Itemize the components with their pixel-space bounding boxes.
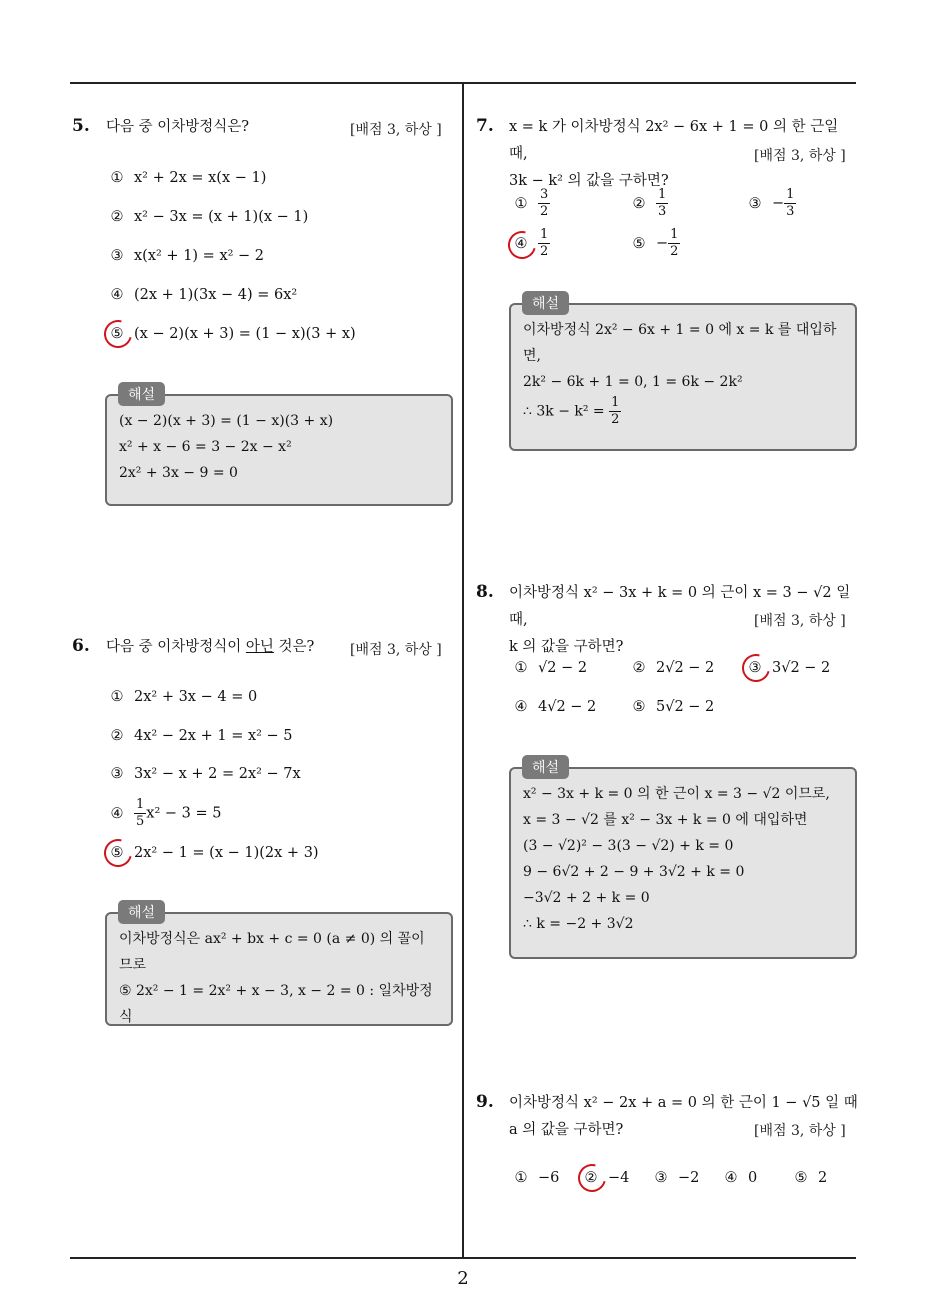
question-number: 7.: [476, 116, 494, 136]
choice-2[interactable]: [630, 187, 668, 220]
solution-line: 2k² − 6k + 1 = 0, 1 = 6k − 2k²: [523, 374, 743, 390]
solution-line: [523, 395, 843, 428]
choice-3[interactable]: [746, 187, 796, 220]
choice-mark: ④: [514, 699, 528, 715]
solution-line: −3√2 + 2 + k = 0: [523, 890, 650, 906]
score-label: [배점 3, 하상 ]: [754, 1123, 846, 1139]
choice-text: 2√2 − 2: [656, 660, 715, 676]
solution-tab: 해설: [522, 291, 569, 315]
solution-line: 이차방정식은 ax² + bx + c = 0 (a ≠ 0) 의 꼴이: [119, 931, 425, 947]
solution-line: 2x² + 3x − 9 = 0: [119, 465, 238, 481]
choice-text: x(x² + 1) = x² − 2: [134, 248, 265, 264]
choice-mark: ③: [748, 660, 762, 676]
choice-5[interactable]: [630, 227, 680, 260]
solution-line: x = 3 − √2 를 x² − 3x + k = 0 에 대입하면: [523, 812, 808, 828]
choice-mark: ④: [110, 805, 124, 822]
fraction-numerator: 1: [670, 227, 679, 242]
choice-1[interactable]: [512, 187, 550, 220]
question-number: 8.: [476, 582, 494, 602]
choice-4[interactable]: [512, 699, 596, 715]
choice-2[interactable]: [108, 728, 293, 744]
choice-mark: ②: [110, 728, 124, 744]
choice-text: 2x² − 1 = (x − 1)(2x + 3): [134, 845, 319, 861]
solution-line: 9 − 6√2 + 2 − 9 + 3√2 + k = 0: [523, 864, 745, 880]
solution-line: x² − 3x + k = 0 의 한 근이 x = 3 − √2 이므로,: [523, 786, 830, 802]
choice-text: 3x² − x + 2 = 2x² − 7x: [134, 766, 301, 782]
choice-text: 0: [748, 1170, 758, 1186]
fraction: [668, 227, 680, 260]
solution-box: [105, 912, 453, 1026]
choice-text: −4: [608, 1170, 630, 1186]
score-label: [배점 3, 하상 ]: [350, 642, 442, 658]
choice-mark: ③: [748, 195, 762, 212]
answer-circle-mark: [99, 834, 137, 872]
choice-mark: ⑤: [794, 1170, 808, 1186]
fraction-numerator: 1: [658, 187, 667, 202]
choice-mark: ③: [110, 766, 124, 782]
solution-tab: 해설: [118, 382, 165, 406]
choice-mark: ⑤: [632, 699, 646, 715]
question-text-line: 이차방정식 x² − 3x + k = 0 의 근이 x = 3 − √2 일 때,: [509, 585, 851, 628]
fraction-numerator: 1: [540, 227, 549, 242]
question-number: 5.: [72, 116, 90, 136]
choice-4[interactable]: [108, 797, 221, 830]
solution-line: ⑤ 2x² − 1 = 2x² + x − 3, x − 2 = 0 : 일차방정식: [119, 983, 433, 1025]
choice-mark: ②: [110, 209, 124, 225]
score-label: [배점 3, 하상 ]: [754, 613, 846, 629]
choice-2[interactable]: [630, 660, 714, 676]
fraction: [538, 187, 550, 220]
solution-line: (3 − √2)² − 3(3 − √2) + k = 0: [523, 838, 734, 854]
solution-line: (x − 2)(x + 3) = (1 − x)(3 + x): [119, 413, 334, 429]
solution-line: x² + x − 6 = 3 − 2x − x²: [119, 439, 292, 455]
choice-mark: ②: [584, 1170, 598, 1186]
choice-mark: ②: [632, 660, 646, 676]
score-label: [배점 3, 하상 ]: [754, 148, 846, 164]
question-text-line: x = k 가 이차방정식 2x² − 6x + 1 = 0 의 한 근일 때,: [509, 119, 839, 162]
fraction-numerator: 1: [611, 395, 620, 410]
question-text-line: 3k − k² 의 값을 구하면?: [509, 173, 669, 189]
choice-text: x² − 3 = 5: [146, 805, 222, 822]
solution-tab: 해설: [118, 900, 165, 924]
choice-mark: ④: [110, 287, 124, 303]
choice-text: √2 − 2: [538, 660, 588, 676]
fraction: [784, 187, 796, 220]
choice-text: 5√2 − 2: [656, 699, 715, 715]
choice-sign: −: [656, 235, 669, 252]
choice-mark: ⑤: [110, 845, 124, 861]
choice-text: (x − 2)(x + 3) = (1 − x)(3 + x): [134, 326, 356, 342]
solution-text: ∴ 3k − k² =: [523, 403, 605, 420]
fraction: [538, 227, 550, 260]
choice-text: x² − 3x = (x + 1)(x − 1): [134, 209, 309, 225]
choice-mark: ①: [514, 1170, 528, 1186]
question-text-underlined: 아닌: [245, 639, 274, 655]
choice-4[interactable]: [722, 1170, 757, 1186]
solution-tab: 해설: [522, 755, 569, 779]
choice-3[interactable]: [108, 766, 301, 782]
fraction-denominator: 3: [658, 204, 667, 219]
question-text: 다음 중 이차방정식은?: [106, 119, 250, 135]
choice-mark: ④: [514, 235, 528, 252]
fraction-denominator: 2: [540, 204, 549, 219]
question-text-line: k 의 값을 구하면?: [509, 639, 624, 655]
choice-sign: −: [772, 195, 785, 212]
fraction-denominator: 2: [670, 244, 679, 259]
solution-line: ∴ k = −2 + 3√2: [523, 916, 634, 932]
question-text-part: 것은?: [273, 639, 315, 655]
choice-mark: ④: [724, 1170, 738, 1186]
choice-text: 2: [818, 1170, 828, 1186]
choice-mark: ①: [514, 660, 528, 676]
fraction-denominator: 2: [611, 412, 620, 427]
choice-text: 2x² + 3x − 4 = 0: [134, 689, 258, 705]
choice-3[interactable]: [652, 1170, 699, 1186]
fraction-denominator: 3: [786, 204, 795, 219]
choice-1[interactable]: [512, 660, 587, 676]
solution-line: 이차방정식 2x² − 6x + 1 = 0 에 x = k 를 대입하: [523, 322, 837, 338]
choice-mark: ⑤: [632, 235, 646, 252]
solution-box: [509, 303, 857, 451]
choice-text: x² + 2x = x(x − 1): [134, 170, 267, 186]
question-text-line: a 의 값을 구하면?: [509, 1122, 624, 1138]
question-number: 9.: [476, 1092, 494, 1112]
question-number: 6.: [72, 636, 90, 656]
choice-5[interactable]: [108, 326, 356, 342]
choice-3[interactable]: [108, 248, 264, 264]
choice-text: −6: [538, 1170, 560, 1186]
solution-line: 면,: [523, 348, 541, 364]
fraction: [656, 187, 668, 220]
choice-text: (2x + 1)(3x − 4) = 6x²: [134, 287, 298, 303]
question-text: [106, 634, 314, 661]
fraction: [134, 797, 146, 830]
choice-1[interactable]: [108, 689, 257, 705]
solution-line: 므로: [119, 957, 147, 973]
choice-mark: ③: [654, 1170, 668, 1186]
answer-circle-mark: [573, 1159, 611, 1197]
choice-mark: ①: [110, 170, 124, 186]
choice-mark: ②: [632, 195, 646, 212]
fraction-denominator: 2: [540, 244, 549, 259]
choice-1[interactable]: [108, 170, 266, 186]
choice-2[interactable]: [108, 209, 308, 225]
choice-5[interactable]: [792, 1170, 827, 1186]
fraction-numerator: 1: [136, 797, 145, 812]
choice-mark: ③: [110, 248, 124, 264]
choice-4[interactable]: [108, 287, 297, 303]
solution-box: [105, 394, 453, 506]
fraction-numerator: 1: [786, 187, 795, 202]
choice-mark: ①: [514, 195, 528, 212]
choice-mark: ⑤: [110, 326, 124, 342]
solution-box: [509, 767, 857, 959]
choice-text: 4x² − 2x + 1 = x² − 5: [134, 728, 293, 744]
question-text-part: 다음 중 이차방정식이: [106, 639, 246, 655]
question-text-line: 이차방정식 x² − 2x + a = 0 의 한 근이 1 − √5 일 때: [509, 1095, 858, 1111]
column-divider: [462, 84, 464, 1258]
fraction-denominator: 5: [136, 814, 145, 829]
choice-text: 3√2 − 2: [772, 660, 831, 676]
choice-text: −2: [678, 1170, 700, 1186]
score-label: [배점 3, 하상 ]: [350, 122, 442, 138]
page-number: 2: [457, 1268, 469, 1289]
fraction: [609, 395, 621, 428]
fraction-numerator: 3: [540, 187, 549, 202]
choice-5[interactable]: [108, 845, 319, 861]
choice-5[interactable]: [630, 699, 714, 715]
choice-1[interactable]: [512, 1170, 559, 1186]
choice-mark: ①: [110, 689, 124, 705]
choice-text: 4√2 − 2: [538, 699, 597, 715]
answer-circle-mark: [99, 315, 137, 353]
